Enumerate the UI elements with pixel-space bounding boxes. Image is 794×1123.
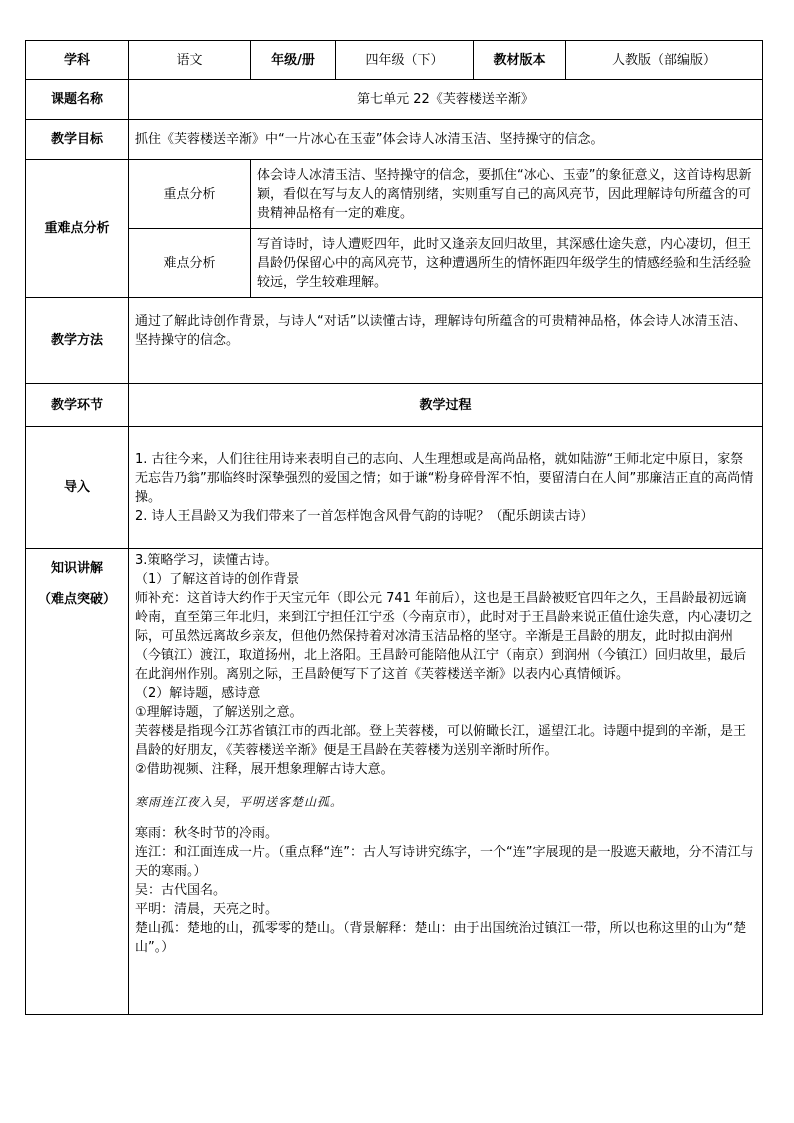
subject-label: 学科	[26, 41, 129, 80]
goal-row	[26, 120, 763, 160]
method-row	[26, 298, 763, 384]
method-value: 通过了解此诗创作背景，与诗人“对话”以读懂古诗，理解诗句所蕴含的可贵精神品格，体会诗人冰清玉洁、坚持操守的信念。	[129, 298, 763, 384]
knowledge-row	[26, 549, 763, 1015]
knowledge-line: ①理解诗题，了解送别之意。	[135, 705, 303, 720]
note-line: 寒雨：秋冬时节的冷雨。	[135, 826, 279, 841]
edition-label: 教材版本	[474, 41, 566, 80]
key-analysis-value: 体会诗人冰清玉洁、坚持操守的信念，要抓住“冰心、玉壶”的象征意义，这首诗构思新颖，看似在写与友人的离情别绪，实则重写自己的高风亮节，因此理解诗句所蕴含的可贵精神品格有一定的难度。	[251, 160, 763, 229]
topic-label: 课题名称	[26, 80, 129, 120]
note-line: 连江：和江面连成一片。（重点释“连”：古人写诗讲究练字，一个“连”字展现的是一股遮天蔽地，分不清江与天的寒雨。）	[135, 845, 754, 879]
process-label: 教学环节	[26, 384, 129, 427]
analysis-label: 重难点分析	[26, 160, 129, 298]
knowledge-label: 知识讲解	[50, 561, 103, 576]
poem-line: 寒雨连江夜入吴，平明送客楚山孤。	[135, 795, 344, 809]
method-label: 教学方法	[26, 298, 129, 384]
topic-value: 第七单元 22《芙蓉楼送辛渐》	[129, 80, 763, 120]
knowledge-line: （2）解诗题，感诗意	[135, 686, 261, 701]
knowledge-line: 芙蓉楼是指现今江苏省镇江市的西北部。登上芙蓉楼，可以俯瞰长江，遥望江北。诗题中提到的辛渐，是王昌龄的好朋友，《芙蓉楼送辛渐》便是王昌龄在芙蓉楼为送别辛渐时所作。	[135, 724, 747, 758]
note-line: 吴：古代国名。	[135, 883, 227, 898]
difficult-analysis-label: 难点分析	[129, 229, 251, 298]
knowledge-content	[129, 549, 763, 1015]
difficult-analysis-value: 写首诗时，诗人遭贬四年，此时又逢亲友回归故里，其深感仕途失意，内心凄切，但王昌龄仍保留心中的高风亮节，这种遭遇所生的情怀距四年级学生的情感经验和生活经验较远，学生较难理解。	[251, 229, 763, 298]
process-header-row	[26, 384, 763, 427]
knowledge-line: （1）了解这首诗的创作背景	[135, 572, 300, 587]
knowledge-line: 师补充：这首诗大约作于天宝元年（即公元 741 年前后），这也是王昌龄被贬官四年之久，王昌龄最初远谪岭南，直至第三年北归，来到江宁担任江宁丞（今南京市），此时对于王昌龄来说正值仕途失意，内心凄切之际，可虽然远离故乡亲友，但他仍然保持着对冰清玉洁品格的坚守。辛渐是王昌龄的朋友，此时拟由润州（今镇江）渡江，取道扬州，北上洛阳。王昌龄可能陪他从江宁（南京）到润州（今镇江）回归故里，最后在此润州作别。离别之际，王昌龄便写下了这首《芙蓉楼送辛渐》以表内心真情倾诉。	[135, 591, 753, 682]
knowledge-line: ②借助视频、注释，展开想象理解古诗大意。	[135, 762, 394, 777]
topic-row	[26, 80, 763, 120]
intro-paragraph: 2. 诗人王昌龄又为我们带来了一首怎样饱含风骨气韵的诗呢？（配乐朗读古诗）	[135, 508, 594, 524]
edition-value: 人教版（部编版）	[566, 41, 763, 80]
difficult-analysis-row	[26, 229, 763, 298]
header-row	[26, 41, 763, 80]
intro-content	[129, 427, 763, 549]
grade-value: 四年级（下）	[336, 41, 474, 80]
lesson-plan-table	[25, 40, 763, 1015]
intro-paragraph: 1. 古往今来，人们往往用诗来表明自己的志向、人生理想或是高尚品格，就如陆游“王师北定中原日，家祭无忘告乃翁”那临终时深挚强烈的爱国之情；如于谦“粉身碎骨浑不怕，要留清白在人间”那廉洁正直的高尚情操。	[135, 451, 754, 505]
note-line: 楚山孤：楚地的山，孤零零的楚山。（背景解释：楚山：由于出国统治过镇江一带，所以也称这里的山为“楚山”。）	[135, 921, 747, 955]
knowledge-sublabel: （难点突破）	[37, 592, 116, 607]
goal-label: 教学目标	[26, 120, 129, 160]
subject-value: 语文	[129, 41, 251, 80]
knowledge-line: 3.策略学习，读懂古诗。	[135, 553, 278, 568]
note-line: 平明：清晨，天亮之时。	[135, 902, 279, 917]
goal-value: 抓住《芙蓉楼送辛渐》中“一片冰心在玉壶”体会诗人冰清玉洁、坚持操守的信念。	[129, 120, 763, 160]
grade-label: 年级/册	[251, 41, 336, 80]
key-analysis-row	[26, 160, 763, 229]
process-value: 教学过程	[129, 384, 763, 427]
key-analysis-label: 重点分析	[129, 160, 251, 229]
intro-row	[26, 427, 763, 549]
knowledge-label-cell	[26, 549, 129, 1015]
intro-label: 导入	[26, 427, 129, 549]
